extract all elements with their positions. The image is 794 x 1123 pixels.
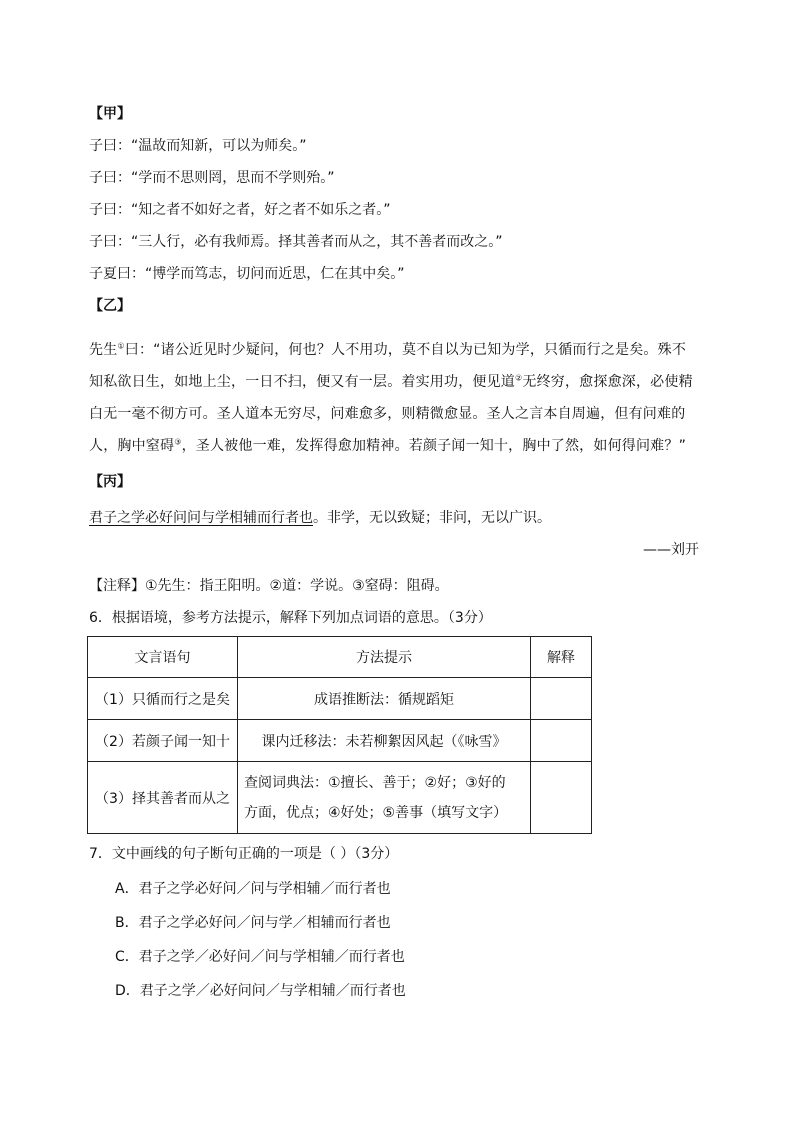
note-marker: ③ (174, 437, 182, 447)
analects-line: 子夏曰：“博学而笃志，切问而近思，仁在其中矣。” (89, 266, 405, 282)
note-marker: ② (515, 373, 523, 383)
analects-line: 子曰：“三人行，必有我师焉。择其善者而从之，其不善者而改之。” (89, 234, 503, 250)
sentence-cell: （2）若颜子闻一知十 (88, 720, 238, 762)
hint-cell (238, 762, 531, 834)
table-header: 方法提示 (238, 637, 531, 678)
analects-line: 子曰：“学而不思则罔，思而不学则殆。” (89, 170, 335, 186)
analects-line: 子曰：“知之者不如好之者，好之者不如乐之者。” (89, 202, 391, 218)
hint-line: 方面，优点；④好处；⑤善事（填写文字） (244, 804, 508, 821)
option-a[interactable]: A．君子之学必好问／问与学相辅／而行者也 (115, 881, 391, 897)
yi-passage (89, 334, 699, 462)
answer-cell[interactable] (531, 678, 592, 720)
table-row (88, 678, 592, 720)
yi-text: 先生 (89, 342, 118, 358)
section-heading-jia: 【甲】 (89, 106, 131, 122)
table-row (88, 762, 592, 834)
table-header: 文言语句 (88, 637, 238, 678)
option-c[interactable]: C．君子之学／必好问／问与学相辅／而行者也 (115, 949, 405, 965)
section-heading-bing: 【丙】 (89, 474, 131, 490)
table-header-row (88, 637, 592, 678)
analects-line: 子曰：“温故而知新，可以为师矣。” (89, 138, 307, 154)
annotation-notes: 【注释】①先生：指王阳明。②道：学说。③窒碍：阻碍。 (89, 578, 449, 594)
hint-cell: 成语推断法：循规蹈矩 (238, 678, 531, 720)
underlined-sentence: 君子之学必好问问与学相辅而行者也 (89, 510, 313, 526)
section-heading-yi: 【乙】 (89, 298, 131, 314)
question-6-prompt: 6．根据语境，参考方法提示，解释下列加点词语的意思。（3分） (89, 610, 492, 626)
hint-line: 查阅词典法：①擅长、善于；②好；③好的 (244, 774, 506, 791)
option-d[interactable]: D．君子之学／必好问问／与学相辅／而行者也 (115, 983, 406, 999)
yi-text: 曰：“诸公近见时少疑问，何也？人不用功，莫不自以为已知为学，只循而行之是矣。殊不知私欲日生，如地上尘，一日不扫，便又有一层。着实用功，便见道 (89, 342, 687, 390)
yi-text: 无终穷，愈探愈深，必使精白无一毫不彻方可。圣人道本无穷尽，问难愈多，则精微愈显。圣人之言本自周遍，但有问难的人，胸中窒碍 (89, 374, 693, 454)
answer-cell[interactable] (531, 720, 592, 762)
yi-text: ，圣人被他一难，发挥得愈加精神。若颜子闻一知十，胸中了然，如何得问难？” (181, 438, 687, 454)
option-b[interactable]: B．君子之学必好问／问与学／相辅而行者也 (115, 915, 391, 931)
table-row (88, 720, 592, 762)
author-attribution: ——刘开 (643, 542, 699, 558)
answer-cell[interactable] (531, 762, 592, 834)
bing-text: 。非学，无以致疑；非问，无以广识。 (313, 510, 551, 526)
question-7-prompt: 7．文中画线的句子断句正确的一项是（ ）（3分） (89, 846, 399, 862)
note-marker: ① (117, 341, 125, 351)
table-header: 解释 (531, 637, 592, 678)
vocab-table (87, 636, 592, 834)
sentence-cell: （1）只循而行之是矣 (88, 678, 238, 720)
hint-cell: 课内迁移法：未若柳絮因风起（《咏雪》 (238, 720, 531, 762)
bing-passage (89, 508, 551, 528)
sentence-cell: （3）择其善者而从之 (88, 762, 238, 834)
